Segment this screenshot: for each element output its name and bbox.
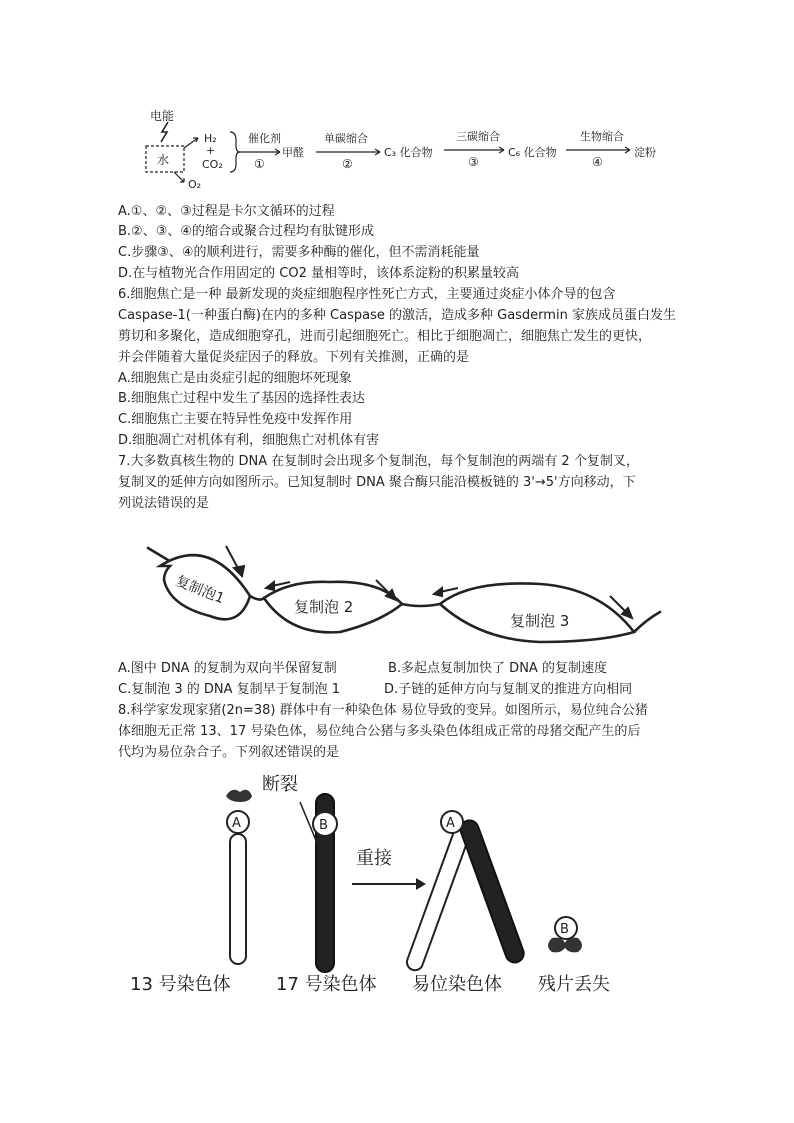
lost-caption: 残片丢失 [538,974,610,995]
catalyst-label: 催化剂 [248,132,281,145]
q6-option-a: A.细胞焦亡是由炎症引起的细胞坏死现象 [118,371,352,386]
q8-stem-3: 代均为易位杂合子。下列叙述错误的是 [118,745,340,760]
formaldehyde-label: 甲醛 [282,146,304,159]
c3-label: C₃ 化合物 [384,146,433,159]
q7-option-a: A.图中 DNA 的复制为双向半保留复制 [118,661,337,676]
bubble-3-label: 复制泡 3 [510,612,570,630]
rejoin-label: 重接 [356,848,392,869]
lightning-icon [161,122,168,142]
o2-label: O₂ [188,178,202,191]
q5-option-a: A.①、②、③过程是卡尔文循环的过程 [118,204,335,219]
c6-label: C₆ 化合物 [508,146,557,159]
q8-stem-1: 8.科学家发现家猪(2n=38) 群体中有一种染色体 易位导致的变异。如图所示，易位纯合公猪 [118,703,648,718]
chr13-a-label: A [232,816,241,831]
lost-fragment [548,917,582,952]
q7-stem-3: 列说法错误的是 [118,496,210,511]
q5-option-c: C.步骤③、④的顺利进行，需要多种酶的催化，但不需消耗能量 [118,245,480,260]
q7-option-b: B.多起点复制加快了 DNA 的复制速度 [388,661,607,676]
q7-option-c: C.复制泡 3 的 DNA 复制早于复制泡 1 [118,682,341,697]
chromosome-translocation-figure [120,766,650,1006]
q7-option-d: D.子链的延伸方向与复制叉的推进方向相同 [384,682,633,697]
q6-stem-3: 剪切和多聚化，造成细胞穿孔，进而引起细胞死亡。相比于细胞凋亡，细胞焦亡发生的更快， [118,329,652,344]
step2-label: ② [342,157,353,171]
q7-stem-1: 7.大多数真核生物的 DNA 在复制时会出现多个复制泡，每个复制泡的两端有 2 个复制叉， [118,454,639,469]
bubble-1-label: 复制泡1 [173,573,227,608]
q7-stem-2: 复制叉的延伸方向如图所示。已知复制时 DNA 聚合酶只能沿模板链的 3'→5'方向移动，下 [118,475,636,490]
trans-a-label: A [446,816,455,831]
chr13-caption: 13 号染色体 [130,974,231,995]
translocated-chromosome [405,811,527,972]
bubble-2-label: 复制泡 2 [294,598,354,616]
break-label: 断裂 [262,774,298,795]
q5-reaction-diagram [140,104,680,196]
three-carbon-label: 三碳缩合 [456,130,500,143]
energy-label: 电能 [150,109,175,123]
q5-option-b: B.②、③、④的缩合或聚合过程均有肽键形成 [118,224,375,239]
translocated-caption: 易位染色体 [412,974,502,995]
q6-stem-1: 6.细胞焦亡是一种 最新发现的炎症细胞程序性死亡方式，主要通过炎症小体介导的包含 [118,287,616,302]
lost-b-label: B [560,922,569,937]
brace [230,132,240,172]
q6-option-b: B.细胞焦亡过程中发生了基因的选择性表达 [118,391,366,406]
water-label: 水 [157,153,170,167]
bio-condense-label: 生物缩合 [580,130,624,143]
q8-stem-2: 体细胞无正常 13、17 号染色体，易位纯合公猪与多头染色体组成正常的母猪交配产生的后 [118,724,641,739]
q6-stem-4: 并会伴随着大量促炎症因子的释放。下列有关推测，正确的是 [118,350,470,365]
chr17-caption: 17 号染色体 [276,974,377,995]
q6-option-d: D.细胞凋亡对机体有利，细胞焦亡对机体有害 [118,433,380,448]
q5-option-d: D.在与植物光合作用固定的 CO2 量相等时，该体系淀粉的积累量较高 [118,266,519,281]
co2-label: CO₂ [202,158,223,171]
step3-label: ③ [468,155,479,169]
step4-label: ④ [592,155,603,169]
single-carbon-label: 单碳缩合 [324,132,368,145]
step1-label: ① [254,157,265,171]
chr17-b-label: B [319,818,328,833]
q6-option-c: C.细胞焦亡主要在特异性免疫中发挥作用 [118,412,353,427]
replication-bubbles-figure [140,536,670,656]
q6-stem-2: Caspase-1(一种蛋白酶)在内的多种 Caspase 的激活，造成多种 Gasdermin 家族成员蛋白发生 [118,308,676,323]
starch-label: 淀粉 [634,146,656,159]
chromosome-17 [300,794,337,972]
chromosome-13 [226,790,252,964]
h2-label: H₂ [204,132,217,145]
plus-label: + [206,144,216,157]
